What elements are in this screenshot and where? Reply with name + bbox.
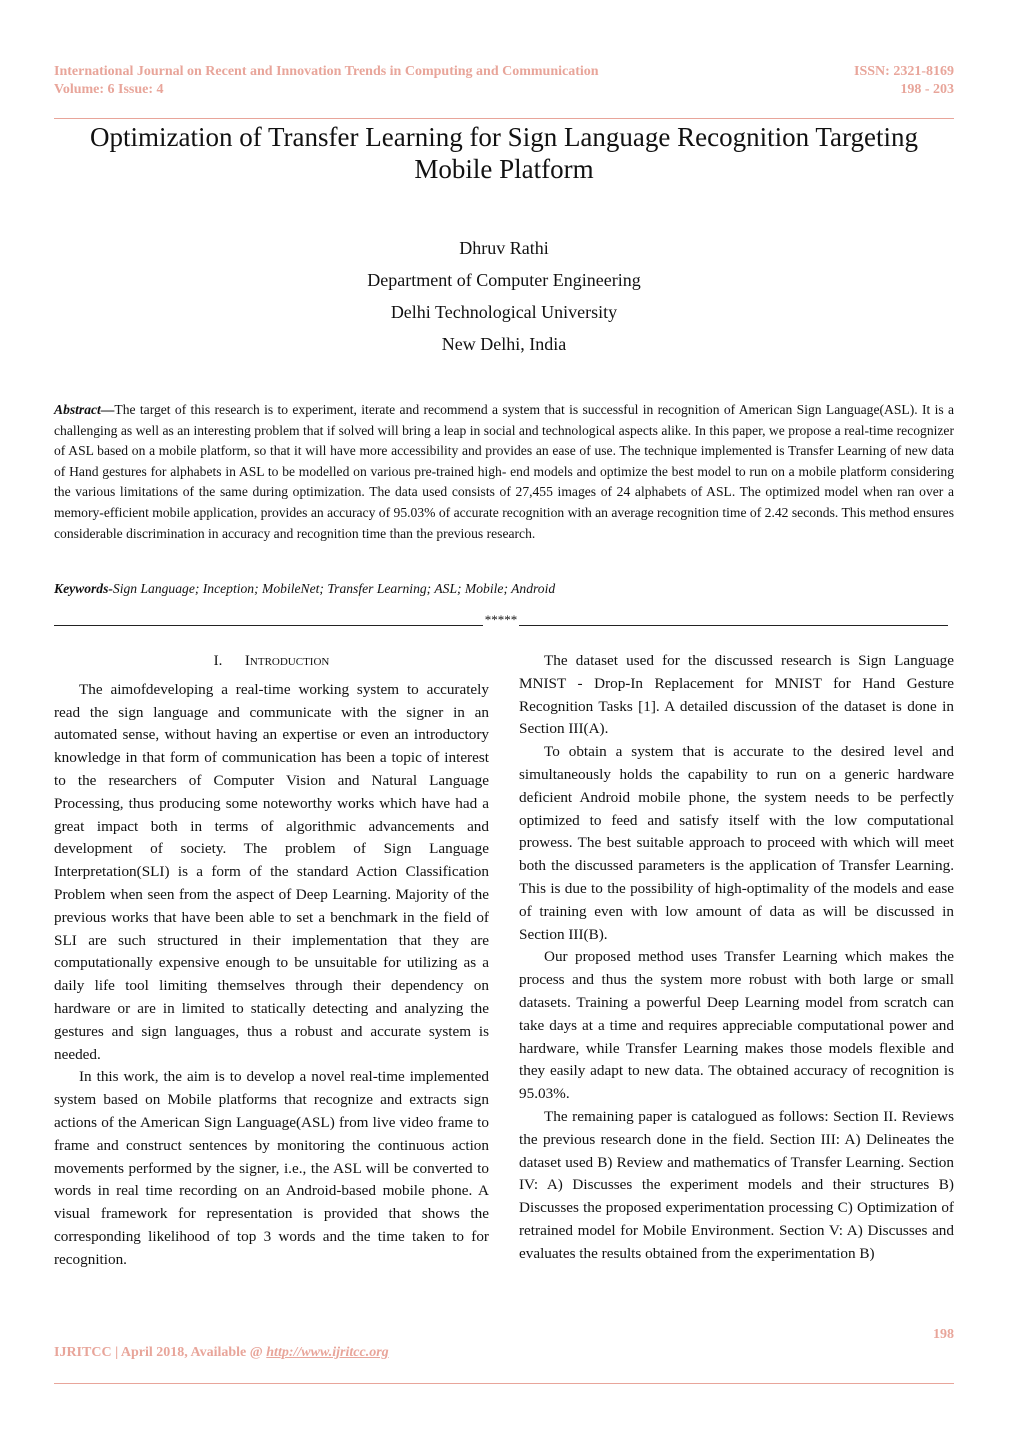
- keywords: [54, 579, 954, 599]
- separator-line-left: [54, 625, 483, 626]
- paragraph: The aimofdeveloping a real-time working system to accurately read the sign language and communicate with the signer in an automated sense, without having an expertise or even an introductory knowledge in that form of communication has been a topic of interest to the researchers of Computer Vision and Natural Language Processing, thus producing some noteworthy works which have had a great impact both in terms of algorithmic advancements and development of society. The problem of Sign Language Interpretation(SLI) is a form of the standard Action Classification Problem when seen from the aspect of Deep Learning. Majority of the previous works that have been able to set a benchmark in the field of SLI are such structured in their implementation that they are computationally expensive enough to be unsuitable for utilizing as a daily life tool limiting themselves through their dependency on hardware or are in limited to statically detecting and analyzing the gestures and sign languages, thus a robust and accurate system is needed.: [54, 680, 489, 1063]
- abstract-text: The target of this research is to experiment, iterate and recommend a system that is successful in recognition of American Sign Language(ASL). It is a challenging as well as an interesting problem that if solved will bring a leap in social and technological aspects alike. In this paper, we propose a real-time recognizer of ASL based on a mobile platform, so that it will have more accessibility and provides an ease of use. The technique implemented is Transfer Learning of new data of Hand gestures for alphabets in ASL to be modelled on various pre-trained high- end models and optimize the best model to run on a mobile platform considering the various limitations of the same during optimization. The data used consists of 27,455 images of 24 alphabets of ASL. The optimized model when ran over a memory-efficient mobile application, provides an accuracy of 95.03% of accurate recognition with an average recognition time of 2.42 seconds. This method ensures considerable discrimination in accuracy and recognition time than the previous research.: [54, 402, 954, 541]
- footer-link[interactable]: http://www.ijritcc.org: [266, 1345, 389, 1360]
- paragraph: The dataset used for the discussed research is Sign Language MNIST - Drop-In Replacement for MNIST for Hand Gesture Recognition Tasks [1]. A detailed discussion of the dataset is done in Section III(A).: [519, 652, 954, 738]
- author-department: Department of Computer Engineering: [367, 270, 641, 290]
- paragraph: To obtain a system that is accurate to the desired level and simultaneously holds the capability to run on a generic hardware deficient Android mobile phone, the system needs to be perfectly optimized to feed and satisfy itself with the low computational prowess. The best suitable approach to proceed with which will meet both the discussed parameters is the application of Transfer Learning. This is due to the possibility of high-optimality of the models and ease of training even with low amount of data as will be discussed in Section III(B).: [519, 743, 954, 943]
- author-block: [54, 232, 954, 360]
- right-column: [519, 650, 954, 1266]
- journal-name: International Journal on Recent and Innovation Trends in Computing and Communication: [54, 64, 599, 79]
- page-number: 198: [933, 1327, 954, 1342]
- abstract-label: Abstract—: [54, 402, 115, 417]
- keywords-label: Keywords-: [54, 581, 113, 596]
- left-column: [54, 650, 489, 1272]
- header-rule: [54, 118, 954, 119]
- page-range: 198 - 203: [900, 82, 954, 97]
- paragraph: In this work, the aim is to develop a novel real-time implemented system based on Mobile platforms that recognize and extracts sign actions of the American Sign Language(ASL) from live video frame to frame and construct sentences by monitoring the continuous action movements performed by the signer, i.e., the ASL will be converted to words in real time recording on an Android-based mobile phone. A visual framework for representation is provided that shows the corresponding likelihood of top 3 words and the time taken to for recognition.: [54, 1068, 489, 1268]
- section-title: Introduction: [244, 653, 330, 669]
- issn: ISSN: 2321-8169: [854, 64, 954, 79]
- paper-title: Optimization of Transfer Learning for Sign Language Recognition Targeting Mobile Platform: [90, 122, 918, 184]
- keywords-text: Sign Language; Inception; MobileNet; Transfer Learning; ASL; Mobile; Android: [112, 581, 556, 596]
- volume-issue: Volume: 6 Issue: 4: [54, 82, 164, 97]
- author-name: Dhruv Rathi: [459, 238, 549, 258]
- abstract: [54, 400, 954, 544]
- section-number: I.: [213, 653, 223, 669]
- paragraph: The remaining paper is catalogued as follows: Section II. Reviews the previous research done in the field. Section III: A) Delineates the dataset used B) Review and mathematics of Transfer Learning. Section IV: A) Discusses the experiment models and their structures B) Discusses the proposed experimentation processing C) Optimization of retrained model for Mobile Environment. Section V: A) Discusses and evaluates the results obtained from the experimentation B): [519, 1107, 954, 1262]
- author-university: Delhi Technological University: [390, 302, 618, 322]
- running-header: [54, 63, 954, 99]
- section-separator: [54, 612, 948, 628]
- footer-text: IJRITCC | April 2018, Available @: [54, 1345, 267, 1360]
- paragraph: Our proposed method uses Transfer Learning which makes the process and thus the system more robust with both large or small datasets. Training a powerful Deep Learning model from scratch can take days at a time and requires appreciable computational power and hardware, while Transfer Learning makes those models flexible and they easily adapt to new data. The obtained accuracy of recognition is 95.03%.: [519, 948, 954, 1103]
- separator-stars: *****: [484, 612, 518, 627]
- footer-rule: [54, 1383, 954, 1384]
- footer: [54, 1345, 389, 1361]
- author-location: New Delhi, India: [441, 334, 567, 354]
- separator-line-right: [519, 625, 948, 626]
- section-heading: [54, 650, 489, 673]
